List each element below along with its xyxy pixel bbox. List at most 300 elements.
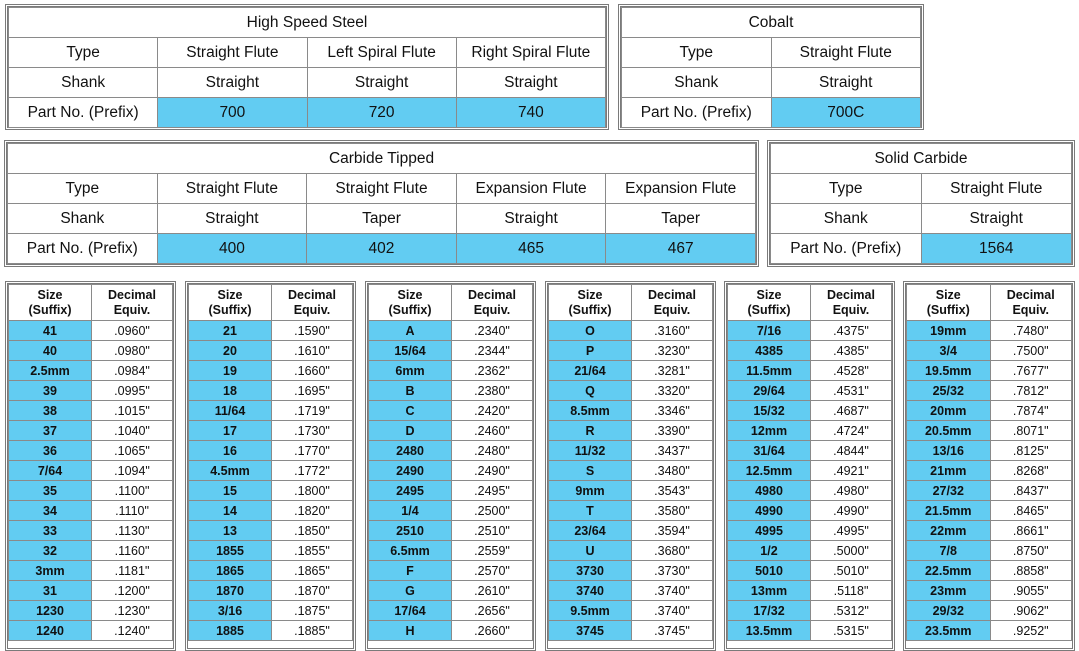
decimal-equiv-cell: .7874" (990, 401, 1072, 421)
size-suffix-cell: 36 (9, 441, 92, 461)
decimal-equiv-cell: .1240" (92, 621, 173, 641)
decimal-equiv-cell: .1590" (272, 321, 353, 341)
decimal-equiv-cell: .1865" (272, 561, 353, 581)
size-suffix-header (907, 285, 991, 321)
table-row (9, 421, 173, 441)
size-suffix-cell: P (549, 341, 632, 361)
decimal-equiv-header (990, 285, 1072, 321)
size-suffix-cell: 3740 (549, 581, 632, 601)
table-row (728, 401, 892, 421)
size-suffix-cell: G (369, 581, 452, 601)
size-suffix-cell: 6.5mm (369, 541, 452, 561)
size-suffix-cell: 1865 (189, 561, 272, 581)
decimal-equiv-cell: .3437" (632, 441, 713, 461)
size-suffix-cell: O (549, 321, 632, 341)
size-suffix-cell: C (369, 401, 452, 421)
table-row (189, 521, 353, 541)
size-suffix-cell: 34 (9, 501, 92, 521)
hss-type-label: Type (9, 38, 158, 68)
size-suffix-cell: 13.5mm (728, 621, 811, 641)
table-row (9, 501, 173, 521)
size-suffix-cell: 15 (189, 481, 272, 501)
table-row (189, 541, 353, 561)
decimal-equiv-cell: .2660" (452, 621, 533, 641)
decimal-equiv-cell: .1230" (92, 601, 173, 621)
size-suffix-cell: 20mm (907, 401, 991, 421)
decimal-equiv-cell: .1875" (272, 601, 353, 621)
decimal-equiv-cell: .4528" (811, 361, 892, 381)
size-header-line2: (Suffix) (568, 302, 612, 317)
table-row (369, 321, 533, 341)
decimal-equiv-cell: .4724" (811, 421, 892, 441)
decimal-equiv-header (92, 285, 173, 321)
decimal-equiv-cell: .1610" (272, 341, 353, 361)
hss-shank-1: Straight (307, 68, 456, 98)
decimal-equiv-cell: .8125" (990, 441, 1072, 461)
decimal-equiv-cell: .1660" (272, 361, 353, 381)
decimal-equiv-cell: .1719" (272, 401, 353, 421)
decimal-equiv-cell: .7480" (990, 321, 1072, 341)
decimal-equiv-cell: .8858" (990, 561, 1072, 581)
size-suffix-cell: 39 (9, 381, 92, 401)
decimal-equiv-cell: .8268" (990, 461, 1072, 481)
size-suffix-cell: 17/32 (728, 601, 811, 621)
size-suffix-cell: 3/4 (907, 341, 991, 361)
table-row (907, 421, 1072, 441)
ct-type-0: Straight Flute (157, 174, 307, 204)
sc-part-label: Part No. (Prefix) (771, 234, 922, 264)
decimal-equiv-cell: .1695" (272, 381, 353, 401)
table-row (369, 581, 533, 601)
table-row (369, 541, 533, 561)
decimal-equiv-cell: .1800" (272, 481, 353, 501)
sc-shank-0: Straight (921, 204, 1072, 234)
table-row (728, 461, 892, 481)
table-row (728, 361, 892, 381)
size-suffix-cell: 14 (189, 501, 272, 521)
size-header-line1: Size (935, 287, 961, 302)
size-header-line2: (Suffix) (388, 302, 432, 317)
size-suffix-cell: F (369, 561, 452, 581)
table-row (189, 441, 353, 461)
size-suffix-cell: 29/64 (728, 381, 811, 401)
cobalt-type-0: Straight Flute (771, 38, 921, 68)
size-suffix-cell: 38 (9, 401, 92, 421)
table-row (9, 441, 173, 461)
table-row (549, 481, 713, 501)
decimal-equiv-cell: .2570" (452, 561, 533, 581)
decimal-header-line2: Equiv. (293, 302, 331, 317)
table-row (189, 581, 353, 601)
table-row (728, 521, 892, 541)
decimal-header-line2: Equiv. (473, 302, 511, 317)
size-suffix-cell: 2490 (369, 461, 452, 481)
size-suffix-cell: B (369, 381, 452, 401)
solid-carbide-title: Solid Carbide (771, 144, 1072, 174)
table-row (9, 581, 173, 601)
table-row (549, 361, 713, 381)
size-suffix-cell: 15/32 (728, 401, 811, 421)
table-row (189, 381, 353, 401)
table-row (907, 461, 1072, 481)
table-row (728, 501, 892, 521)
table-row (549, 461, 713, 481)
size-header-line1: Size (217, 287, 243, 302)
solid-carbide-table (767, 140, 1075, 267)
table-row (9, 461, 173, 481)
size-suffix-cell: 4385 (728, 341, 811, 361)
size-suffix-cell: 22.5mm (907, 561, 991, 581)
decimal-header-line2: Equiv. (832, 302, 870, 317)
decimal-equiv-cell: .4844" (811, 441, 892, 461)
cobalt-table (618, 4, 924, 130)
size-suffix-cell: 23mm (907, 581, 991, 601)
table-row (369, 521, 533, 541)
cobalt-part-label: Part No. (Prefix) (622, 98, 772, 128)
size-header-line2: (Suffix) (208, 302, 252, 317)
decimal-equiv-cell: .7500" (990, 341, 1072, 361)
ct-part-2: 465 (456, 234, 606, 264)
size-suffix-cell: 25/32 (907, 381, 991, 401)
decimal-equiv-cell: .1110" (92, 501, 173, 521)
table-row (728, 441, 892, 461)
table-row (189, 321, 353, 341)
table-row (549, 521, 713, 541)
decimal-equiv-cell: .2420" (452, 401, 533, 421)
size-suffix-cell: 21 (189, 321, 272, 341)
size-suffix-cell: 12.5mm (728, 461, 811, 481)
decimal-equiv-cell: .8465" (990, 501, 1072, 521)
size-suffix-cell: 29/32 (907, 601, 991, 621)
table-row (549, 541, 713, 561)
decimal-equiv-cell: .3346" (632, 401, 713, 421)
size-suffix-cell: 20.5mm (907, 421, 991, 441)
table-row (9, 361, 173, 381)
size-suffix-header (9, 285, 92, 321)
decimal-equiv-cell: .8661" (990, 521, 1072, 541)
table-row (907, 381, 1072, 401)
decimal-equiv-cell: .0980" (92, 341, 173, 361)
table-row (189, 461, 353, 481)
decimal-equiv-cell: .4531" (811, 381, 892, 401)
decimal-equiv-cell: .3740" (632, 601, 713, 621)
size-suffix-cell: 2510 (369, 521, 452, 541)
table-row (9, 541, 173, 561)
table-row (549, 441, 713, 461)
size-suffix-cell: 9.5mm (549, 601, 632, 621)
size-table-3 (365, 281, 536, 651)
hss-type-2: Right Spiral Flute (456, 38, 605, 68)
table-row (728, 541, 892, 561)
decimal-equiv-cell: .3745" (632, 621, 713, 641)
decimal-equiv-cell: .1181" (92, 561, 173, 581)
size-suffix-cell: 1230 (9, 601, 92, 621)
decimal-equiv-cell: .2340" (452, 321, 533, 341)
ct-part-3: 467 (606, 234, 756, 264)
size-suffix-cell: 16 (189, 441, 272, 461)
size-header-line1: Size (577, 287, 603, 302)
size-suffix-cell: 7/64 (9, 461, 92, 481)
cobalt-shank-0: Straight (771, 68, 921, 98)
hss-part-0: 700 (158, 98, 307, 128)
size-suffix-cell: 19mm (907, 321, 991, 341)
decimal-equiv-cell: .2510" (452, 521, 533, 541)
size-header-line1: Size (397, 287, 423, 302)
table-row (549, 581, 713, 601)
decimal-equiv-cell: .7812" (990, 381, 1072, 401)
size-table-5 (724, 281, 895, 651)
size-suffix-cell: 4.5mm (189, 461, 272, 481)
table-row (728, 341, 892, 361)
table-row (369, 361, 533, 381)
decimal-header-line1: Decimal (468, 287, 516, 302)
table-row (728, 601, 892, 621)
decimal-equiv-cell: .4990" (811, 501, 892, 521)
decimal-equiv-cell: .0960" (92, 321, 173, 341)
decimal-equiv-cell: .2656" (452, 601, 533, 621)
decimal-equiv-cell: .1160" (92, 541, 173, 561)
size-suffix-cell: 3745 (549, 621, 632, 641)
size-suffix-cell: 7/16 (728, 321, 811, 341)
table-row (369, 501, 533, 521)
size-suffix-header (728, 285, 811, 321)
size-suffix-cell: 11/32 (549, 441, 632, 461)
decimal-header-line2: Equiv. (113, 302, 151, 317)
cobalt-part-0: 700C (771, 98, 921, 128)
ct-type-label: Type (8, 174, 158, 204)
table-row (549, 421, 713, 441)
size-suffix-cell: 2495 (369, 481, 452, 501)
size-suffix-cell: D (369, 421, 452, 441)
table-row (189, 481, 353, 501)
carbide-tipped-title: Carbide Tipped (8, 144, 756, 174)
table-row (907, 361, 1072, 381)
size-suffix-cell: 8.5mm (549, 401, 632, 421)
table-row (728, 421, 892, 441)
size-suffix-cell: U (549, 541, 632, 561)
size-suffix-cell: 2480 (369, 441, 452, 461)
table-row (907, 561, 1072, 581)
size-suffix-cell: 20 (189, 341, 272, 361)
decimal-equiv-cell: .3730" (632, 561, 713, 581)
decimal-equiv-cell: .3230" (632, 341, 713, 361)
table-row (907, 541, 1072, 561)
size-suffix-cell: 1885 (189, 621, 272, 641)
table-row (907, 521, 1072, 541)
decimal-equiv-cell: .4385" (811, 341, 892, 361)
table-row (189, 341, 353, 361)
hss-title: High Speed Steel (9, 8, 606, 38)
table-row (907, 341, 1072, 361)
table-row (728, 561, 892, 581)
size-suffix-cell: 3mm (9, 561, 92, 581)
size-suffix-cell: 15/64 (369, 341, 452, 361)
size-suffix-cell: 3730 (549, 561, 632, 581)
size-suffix-cell: 13 (189, 521, 272, 541)
hss-table (5, 4, 609, 130)
decimal-header-line1: Decimal (648, 287, 696, 302)
table-row (728, 581, 892, 601)
decimal-equiv-cell: .8750" (990, 541, 1072, 561)
decimal-equiv-cell: .2610" (452, 581, 533, 601)
size-table-4 (545, 281, 716, 651)
hss-part-1: 720 (307, 98, 456, 128)
size-suffix-cell: 1855 (189, 541, 272, 561)
table-row (907, 481, 1072, 501)
decimal-equiv-header (632, 285, 713, 321)
size-suffix-cell: 23/64 (549, 521, 632, 541)
sc-shank-label: Shank (771, 204, 922, 234)
size-suffix-cell: 6mm (369, 361, 452, 381)
decimal-equiv-cell: .3480" (632, 461, 713, 481)
decimal-equiv-cell: .4995" (811, 521, 892, 541)
table-row (907, 441, 1072, 461)
decimal-equiv-cell: .3543" (632, 481, 713, 501)
table-row (549, 401, 713, 421)
decimal-header-line1: Decimal (288, 287, 336, 302)
size-suffix-cell: 17 (189, 421, 272, 441)
ct-part-label: Part No. (Prefix) (8, 234, 158, 264)
decimal-equiv-cell: .9252" (990, 621, 1072, 641)
size-suffix-header (549, 285, 632, 321)
sc-type-0: Straight Flute (921, 174, 1072, 204)
size-suffix-cell: 1870 (189, 581, 272, 601)
decimal-equiv-cell: .8071" (990, 421, 1072, 441)
decimal-equiv-cell: .1855" (272, 541, 353, 561)
size-suffix-cell: 23.5mm (907, 621, 991, 641)
decimal-equiv-cell: .4921" (811, 461, 892, 481)
size-suffix-cell: 37 (9, 421, 92, 441)
table-row (189, 421, 353, 441)
decimal-equiv-cell: .8437" (990, 481, 1072, 501)
ct-shank-2: Straight (456, 204, 606, 234)
size-header-line1: Size (37, 287, 63, 302)
decimal-equiv-cell: .4375" (811, 321, 892, 341)
size-header-line2: (Suffix) (747, 302, 791, 317)
decimal-equiv-cell: .3680" (632, 541, 713, 561)
decimal-header-line1: Decimal (827, 287, 875, 302)
hss-shank-0: Straight (158, 68, 307, 98)
decimal-header-line2: Equiv. (653, 302, 691, 317)
table-row (907, 321, 1072, 341)
size-suffix-cell: 40 (9, 341, 92, 361)
decimal-equiv-cell: .1065" (92, 441, 173, 461)
size-suffix-cell: 19 (189, 361, 272, 381)
size-suffix-cell: 19.5mm (907, 361, 991, 381)
table-row (189, 601, 353, 621)
size-header-line1: Size (756, 287, 782, 302)
decimal-equiv-header (272, 285, 353, 321)
ct-type-3: Expansion Flute (606, 174, 756, 204)
size-header-line2: (Suffix) (28, 302, 72, 317)
size-suffix-cell: 3/16 (189, 601, 272, 621)
size-suffix-cell: S (549, 461, 632, 481)
cobalt-title: Cobalt (622, 8, 921, 38)
decimal-equiv-cell: .9055" (990, 581, 1072, 601)
size-suffix-cell: 5010 (728, 561, 811, 581)
hss-part-label: Part No. (Prefix) (9, 98, 158, 128)
table-row (9, 381, 173, 401)
decimal-equiv-cell: .1094" (92, 461, 173, 481)
size-suffix-cell: 31/64 (728, 441, 811, 461)
decimal-equiv-header (452, 285, 533, 321)
table-row (9, 601, 173, 621)
size-table-2 (185, 281, 356, 651)
table-row (189, 401, 353, 421)
table-row (369, 381, 533, 401)
ct-shank-label: Shank (8, 204, 158, 234)
decimal-equiv-cell: .3580" (632, 501, 713, 521)
size-suffix-cell: 9mm (549, 481, 632, 501)
size-suffix-cell: 18 (189, 381, 272, 401)
decimal-header-line1: Decimal (1006, 287, 1055, 302)
table-row (369, 461, 533, 481)
table-row (9, 401, 173, 421)
size-suffix-header (369, 285, 452, 321)
decimal-equiv-cell: .1040" (92, 421, 173, 441)
decimal-equiv-cell: .1200" (92, 581, 173, 601)
decimal-equiv-cell: .3320" (632, 381, 713, 401)
size-suffix-cell: 21.5mm (907, 501, 991, 521)
decimal-equiv-cell: .3740" (632, 581, 713, 601)
size-suffix-cell: 2.5mm (9, 361, 92, 381)
ct-type-2: Expansion Flute (456, 174, 606, 204)
size-suffix-cell: 1/2 (728, 541, 811, 561)
size-table-1 (5, 281, 176, 651)
size-suffix-cell: 31 (9, 581, 92, 601)
decimal-equiv-cell: .1100" (92, 481, 173, 501)
size-suffix-cell: 21mm (907, 461, 991, 481)
table-row (549, 601, 713, 621)
table-row (189, 501, 353, 521)
decimal-equiv-cell: .1772" (272, 461, 353, 481)
table-row (369, 561, 533, 581)
size-suffix-cell: 11.5mm (728, 361, 811, 381)
decimal-equiv-cell: .3594" (632, 521, 713, 541)
size-suffix-header (189, 285, 272, 321)
table-row (549, 501, 713, 521)
size-suffix-cell: 4995 (728, 521, 811, 541)
table-row (9, 321, 173, 341)
decimal-equiv-cell: .2460" (452, 421, 533, 441)
table-row (189, 561, 353, 581)
decimal-equiv-cell: .3390" (632, 421, 713, 441)
table-row (9, 521, 173, 541)
decimal-equiv-cell: .2559" (452, 541, 533, 561)
size-suffix-cell: 17/64 (369, 601, 452, 621)
size-suffix-cell: 27/32 (907, 481, 991, 501)
size-suffix-cell: 21/64 (549, 361, 632, 381)
decimal-header-line1: Decimal (108, 287, 156, 302)
decimal-equiv-cell: .2344" (452, 341, 533, 361)
table-row (369, 481, 533, 501)
decimal-equiv-cell: .2500" (452, 501, 533, 521)
size-suffix-cell: R (549, 421, 632, 441)
size-suffix-cell: T (549, 501, 632, 521)
decimal-equiv-cell: .0995" (92, 381, 173, 401)
size-suffix-cell: 35 (9, 481, 92, 501)
size-suffix-cell: 32 (9, 541, 92, 561)
table-row (907, 401, 1072, 421)
table-row (728, 381, 892, 401)
size-suffix-cell: 1240 (9, 621, 92, 641)
decimal-header-line2: Equiv. (1012, 302, 1050, 317)
size-header-line2: (Suffix) (926, 302, 970, 317)
decimal-equiv-cell: .3281" (632, 361, 713, 381)
decimal-equiv-cell: .2490" (452, 461, 533, 481)
size-suffix-cell: Q (549, 381, 632, 401)
table-row (9, 341, 173, 361)
